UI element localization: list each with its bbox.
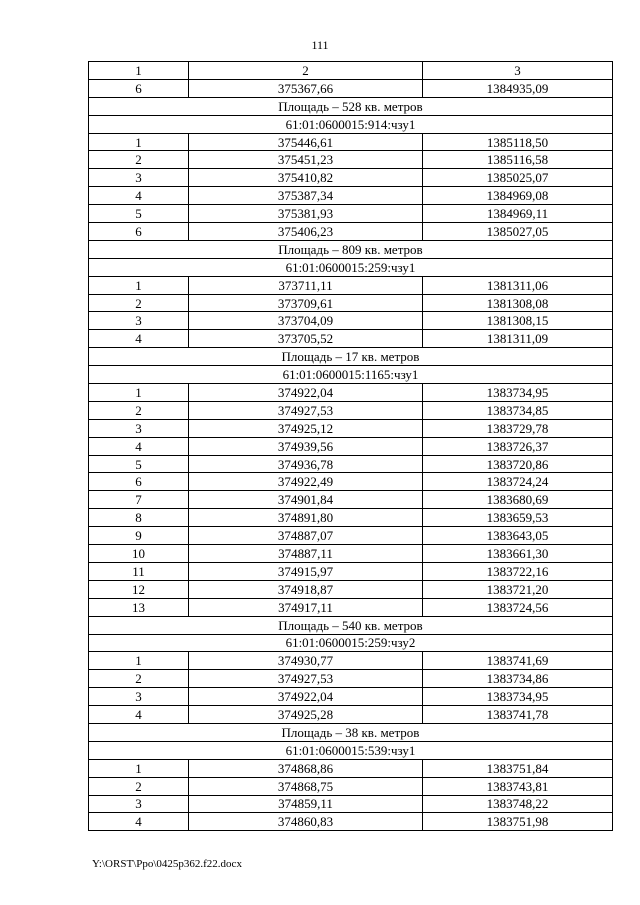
point-number-cell: 4 <box>89 330 189 348</box>
table-row <box>89 205 613 223</box>
y-coordinate-cell: 1383661,30 <box>423 545 613 563</box>
table-row <box>89 187 613 205</box>
y-coordinate-cell: 1384969,08 <box>423 187 613 205</box>
x-coordinate-cell: 374927,53 <box>189 670 423 688</box>
parcel-id-row <box>89 741 613 759</box>
x-coordinate-cell: 374868,75 <box>189 777 423 795</box>
y-coordinate-cell: 1383734,85 <box>423 401 613 419</box>
y-coordinate-cell: 1381308,08 <box>423 294 613 312</box>
y-coordinate-cell: 1384935,09 <box>423 79 613 97</box>
y-coordinate-cell: 1381308,15 <box>423 312 613 330</box>
point-number-cell: 1 <box>89 133 189 151</box>
y-coordinate-cell: 1383741,69 <box>423 652 613 670</box>
coordinates-table-body <box>89 62 613 831</box>
y-coordinate-cell: 1383659,53 <box>423 509 613 527</box>
y-coordinate-cell: 1381311,09 <box>423 330 613 348</box>
x-coordinate-cell: 375381,93 <box>189 205 423 223</box>
y-coordinate-cell: 1383751,84 <box>423 759 613 777</box>
x-coordinate-cell: 374901,84 <box>189 491 423 509</box>
table-row <box>89 509 613 527</box>
table-row <box>89 437 613 455</box>
parcel-id: 61:01:0600015:914:чзу1 <box>89 115 613 133</box>
x-coordinate-cell: 374868,86 <box>189 759 423 777</box>
x-coordinate-cell: 374887,11 <box>189 545 423 563</box>
x-coordinate-cell: 373704,09 <box>189 312 423 330</box>
area-label: Площадь – 540 кв. метров <box>89 616 613 634</box>
y-coordinate-cell: 1383751,98 <box>423 813 613 831</box>
table-row <box>89 276 613 294</box>
point-number-cell: 1 <box>89 384 189 402</box>
y-coordinate-cell: 1384969,11 <box>423 205 613 223</box>
point-number-cell: 2 <box>89 401 189 419</box>
point-number-cell: 7 <box>89 491 189 509</box>
header-cell-x: 2 <box>189 62 423 80</box>
table-row <box>89 401 613 419</box>
y-coordinate-cell: 1385025,07 <box>423 169 613 187</box>
x-coordinate-cell: 374922,04 <box>189 384 423 402</box>
parcel-id-row <box>89 366 613 384</box>
page-number: 111 <box>311 38 329 52</box>
parcel-id-row <box>89 258 613 276</box>
y-coordinate-cell: 1381311,06 <box>423 276 613 294</box>
x-coordinate-cell: 375446,61 <box>189 133 423 151</box>
table-row <box>89 455 613 473</box>
point-number-cell: 1 <box>89 276 189 294</box>
point-number-cell: 8 <box>89 509 189 527</box>
header-cell-point-number: 1 <box>89 62 189 80</box>
table-row <box>89 598 613 616</box>
y-coordinate-cell: 1385116,58 <box>423 151 613 169</box>
point-number-cell: 13 <box>89 598 189 616</box>
point-number-cell: 1 <box>89 652 189 670</box>
x-coordinate-cell: 375367,66 <box>189 79 423 97</box>
point-number-cell: 4 <box>89 813 189 831</box>
x-coordinate-cell: 375406,23 <box>189 223 423 241</box>
point-number-cell: 4 <box>89 706 189 724</box>
table-row <box>89 79 613 97</box>
coordinates-table <box>88 61 613 831</box>
y-coordinate-cell: 1383734,95 <box>423 384 613 402</box>
point-number-cell: 6 <box>89 223 189 241</box>
y-coordinate-cell: 1383743,81 <box>423 777 613 795</box>
table-row <box>89 652 613 670</box>
table-row <box>89 527 613 545</box>
table-row <box>89 151 613 169</box>
parcel-id: 61:01:0600015:539:чзу1 <box>89 741 613 759</box>
x-coordinate-cell: 374915,97 <box>189 562 423 580</box>
point-number-cell: 12 <box>89 580 189 598</box>
x-coordinate-cell: 374918,87 <box>189 580 423 598</box>
area-label: Площадь – 809 кв. метров <box>89 240 613 258</box>
x-coordinate-cell: 374927,53 <box>189 401 423 419</box>
point-number-cell: 4 <box>89 437 189 455</box>
y-coordinate-cell: 1385027,05 <box>423 223 613 241</box>
table-row <box>89 419 613 437</box>
parcel-id: 61:01:0600015:1165:чзу1 <box>89 366 613 384</box>
point-number-cell: 3 <box>89 795 189 813</box>
table-row <box>89 670 613 688</box>
area-label: Площадь – 17 кв. метров <box>89 348 613 366</box>
table-row <box>89 795 613 813</box>
parcel-id-row <box>89 634 613 652</box>
y-coordinate-cell: 1383643,05 <box>423 527 613 545</box>
parcel-id-row <box>89 115 613 133</box>
x-coordinate-cell: 374859,11 <box>189 795 423 813</box>
table-row <box>89 491 613 509</box>
point-number-cell: 2 <box>89 777 189 795</box>
x-coordinate-cell: 374930,77 <box>189 652 423 670</box>
point-number-cell: 3 <box>89 312 189 330</box>
x-coordinate-cell: 375410,82 <box>189 169 423 187</box>
y-coordinate-cell: 1383734,95 <box>423 688 613 706</box>
table-row <box>89 545 613 563</box>
parcel-id: 61:01:0600015:259:чзу1 <box>89 258 613 276</box>
x-coordinate-cell: 373711,11 <box>189 276 423 294</box>
table-row <box>89 777 613 795</box>
point-number-cell: 6 <box>89 473 189 491</box>
table-row <box>89 312 613 330</box>
table-row <box>89 223 613 241</box>
point-number-cell: 3 <box>89 169 189 187</box>
point-number-cell: 2 <box>89 151 189 169</box>
table-row <box>89 759 613 777</box>
point-number-cell: 5 <box>89 455 189 473</box>
y-coordinate-cell: 1383741,78 <box>423 706 613 724</box>
x-coordinate-cell: 374917,11 <box>189 598 423 616</box>
area-label: Площадь – 38 кв. метров <box>89 723 613 741</box>
y-coordinate-cell: 1383680,69 <box>423 491 613 509</box>
point-number-cell: 1 <box>89 759 189 777</box>
table-row <box>89 384 613 402</box>
x-coordinate-cell: 374925,12 <box>189 419 423 437</box>
point-number-cell: 2 <box>89 294 189 312</box>
x-coordinate-cell: 374891,80 <box>189 509 423 527</box>
y-coordinate-cell: 1383724,24 <box>423 473 613 491</box>
y-coordinate-cell: 1383721,20 <box>423 580 613 598</box>
point-number-cell: 11 <box>89 562 189 580</box>
table-row <box>89 562 613 580</box>
point-number-cell: 4 <box>89 187 189 205</box>
table-row <box>89 294 613 312</box>
table-header-row <box>89 62 613 80</box>
point-number-cell: 6 <box>89 79 189 97</box>
x-coordinate-cell: 374922,49 <box>189 473 423 491</box>
table-row <box>89 688 613 706</box>
point-number-cell: 9 <box>89 527 189 545</box>
x-coordinate-cell: 373705,52 <box>189 330 423 348</box>
x-coordinate-cell: 374887,07 <box>189 527 423 545</box>
y-coordinate-cell: 1383734,86 <box>423 670 613 688</box>
y-coordinate-cell: 1383726,37 <box>423 437 613 455</box>
x-coordinate-cell: 374925,28 <box>189 706 423 724</box>
point-number-cell: 5 <box>89 205 189 223</box>
y-coordinate-cell: 1385118,50 <box>423 133 613 151</box>
area-row <box>89 97 613 115</box>
point-number-cell: 3 <box>89 419 189 437</box>
x-coordinate-cell: 374936,78 <box>189 455 423 473</box>
y-coordinate-cell: 1383748,22 <box>423 795 613 813</box>
y-coordinate-cell: 1383729,78 <box>423 419 613 437</box>
area-row <box>89 723 613 741</box>
area-row <box>89 348 613 366</box>
area-row <box>89 616 613 634</box>
x-coordinate-cell: 375451,23 <box>189 151 423 169</box>
table-row <box>89 133 613 151</box>
area-label: Площадь – 528 кв. метров <box>89 97 613 115</box>
parcel-id: 61:01:0600015:259:чзу2 <box>89 634 613 652</box>
y-coordinate-cell: 1383720,86 <box>423 455 613 473</box>
table-row <box>89 706 613 724</box>
footer-file-path: Y:\ORST\Ppo\0425p362.f22.docx <box>92 858 242 870</box>
point-number-cell: 3 <box>89 688 189 706</box>
table-row <box>89 473 613 491</box>
area-row <box>89 240 613 258</box>
table-row <box>89 580 613 598</box>
x-coordinate-cell: 373709,61 <box>189 294 423 312</box>
x-coordinate-cell: 374860,83 <box>189 813 423 831</box>
table-row <box>89 813 613 831</box>
point-number-cell: 2 <box>89 670 189 688</box>
y-coordinate-cell: 1383722,16 <box>423 562 613 580</box>
y-coordinate-cell: 1383724,56 <box>423 598 613 616</box>
x-coordinate-cell: 374939,56 <box>189 437 423 455</box>
table-row <box>89 330 613 348</box>
x-coordinate-cell: 374922,04 <box>189 688 423 706</box>
table-row <box>89 169 613 187</box>
point-number-cell: 10 <box>89 545 189 563</box>
header-cell-y: 3 <box>423 62 613 80</box>
x-coordinate-cell: 375387,34 <box>189 187 423 205</box>
